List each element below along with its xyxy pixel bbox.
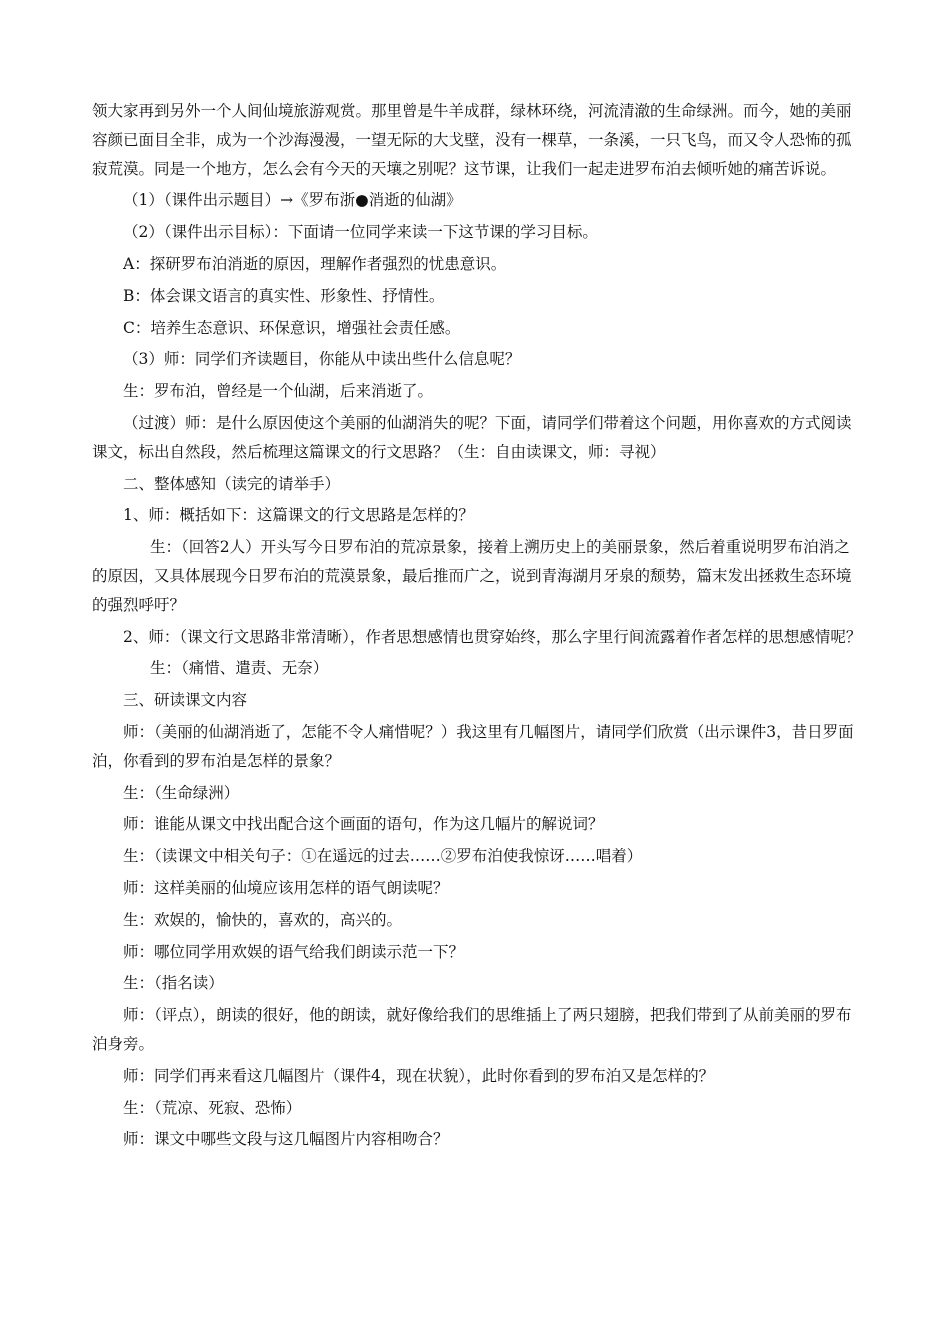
paragraph-student-answer: 生：罗布泊，曾经是一个仙湖，后来消逝了。 <box>123 382 434 401</box>
paragraph-answer-2: 生：（痛惜、遣责、无奈） <box>150 659 329 678</box>
paragraph-student-oasis: 生：（生命绿洲） <box>123 783 240 802</box>
document-body <box>92 97 862 1154</box>
paragraph-answer-1: 生：（回答2人）开头写今日罗布泊的荒凉景象，接着上溯历史上的美丽景象，然后着重说明罗布泊消之的原因，又具体展现今日罗布泊的荒漠景象，最后推而广之，说到青海湖月牙泉的颓势，篇末发出拯救生态环境的强烈呼吁？ <box>92 538 852 614</box>
paragraph-teacher-comment: 师：（评点），朗读的很好，他的朗读，就好像给我们的思维插上了两只翅膀，把我们带到了从前美丽的罗布泊身旁。 <box>92 1006 852 1053</box>
paragraph-student-read: 生：（读课文中相关句子：①在遥远的过去……②罗布泊使我惊讶……唱着） <box>123 847 643 866</box>
section-heading-overall: 二、整体感知（读完的请举手） <box>123 474 341 493</box>
paragraph-teacher-tone: 师：这样美丽的仙境应该用怎样的语气朗读呢？ <box>123 878 449 897</box>
paragraph-teacher-demo: 师：哪位同学用欢娱的语气给我们朗读示范一下？ <box>123 942 465 961</box>
paragraph-teacher-match: 师：课文中哪些文段与这几幅图片内容相吻合？ <box>123 1130 449 1149</box>
paragraph-goal-b: B：体会课文语言的真实性、形象性、抒情性。 <box>123 286 445 305</box>
paragraph-step-2: （2）（课件出示目标）：下面请一位同学来读一下这节课的学习目标。 <box>123 223 598 242</box>
paragraph-student-tone: 生：欢娱的，愉快的，喜欢的，高兴的。 <box>123 910 403 929</box>
paragraph-goal-a: A：探研罗布泊消逝的原因，理解作者强烈的忧患意识。 <box>123 254 507 273</box>
paragraph-goal-c: C：培养生态意识、环保意识，增强社会责任感。 <box>123 318 461 337</box>
section-heading-study: 三、研读课文内容 <box>123 691 248 710</box>
paragraph-intro: 领大家再到另外一个人间仙境旅游观赏。那里曾是牛羊成群，绿林环绕，河流清澈的生命绿洲。而今，她的美丽容颜已面目全非，成为一个沙海漫漫，一望无际的大戈壁，没有一棵草，一条溪，一只飞鸟，而又令人恐怖的孤寂荒漠。同是一个地方，怎么会有今天的天壤之别呢？这节课，让我们一起走进罗布泊去倾听她的痛苦诉说。 <box>92 102 852 178</box>
paragraph-question-2: 2、师：（课文行文思路非常清晰），作者思想感情也贯穿始终，那么字里行间流露着作者怎样的思想感情呢？ <box>123 627 862 646</box>
paragraph-student-desolate: 生：（荒凉、死寂、恐怖） <box>123 1098 302 1117</box>
paragraph-transition: （过渡）师：是什么原因使这个美丽的仙湖消失的呢？下面，请同学们带着这个问题，用你喜欢的方式阅读课文，标出自然段，然后梳理这篇课文的行文思路？（生：自由读课文，师：寻视） <box>92 413 852 461</box>
paragraph-step-1: （1）（课件出示题目）→《罗布浙●消逝的仙湖》 <box>123 191 462 210</box>
paragraph-teacher-images-2: 师：同学们再来看这几幅图片（课件4，现在状貌），此时你看到的罗布泊又是怎样的？ <box>123 1066 715 1085</box>
paragraph-student-named: 生：（指名读） <box>123 974 224 993</box>
paragraph-step-3: （3）师：同学们齐读题目，你能从中读出些什么信息呢？ <box>123 350 521 369</box>
paragraph-question-1: 1、师：概括如下：这篇课文的行文思路是怎样的？ <box>123 506 474 525</box>
paragraph-teacher-images: 师：（美丽的仙湖消逝了，怎能不令人痛惜呢？）我这里有几幅图片，请同学们欣赏（出示课件3，昔日罗面泊，你看到的罗布泊是怎样的景象？ <box>92 722 854 770</box>
paragraph-teacher-caption: 师：谁能从课文中找出配合这个画面的语句，作为这几幅片的解说词？ <box>123 815 604 834</box>
